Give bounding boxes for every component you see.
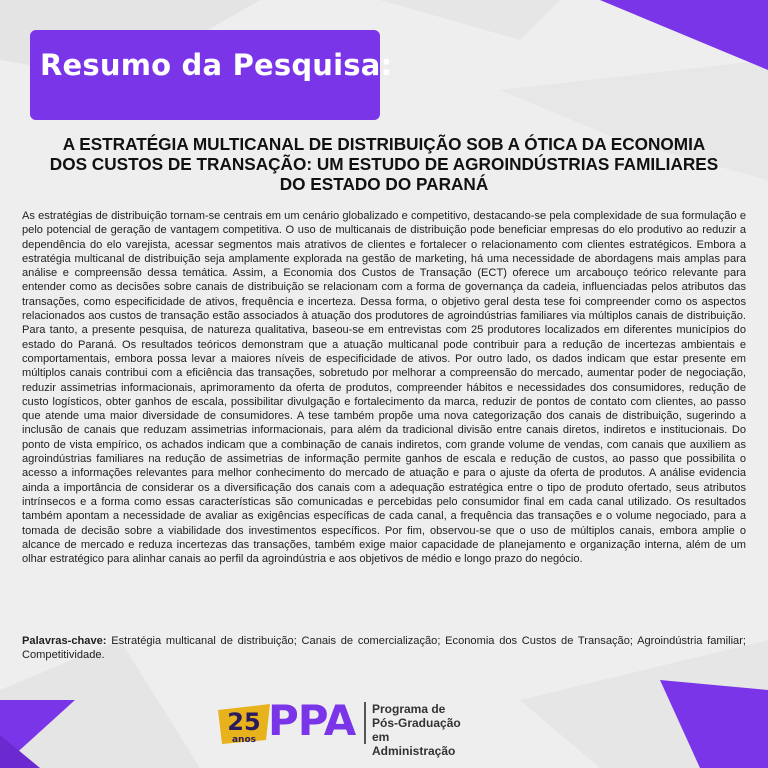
badge-word: anos	[231, 735, 257, 745]
keywords-label: Palavras-chave:	[22, 635, 107, 647]
paper-title-line: DOS CUSTOS DE TRANSAÇÃO: UM ESTUDO DE AGROINDÚSTRIAS FAMILIARES	[49, 154, 719, 174]
logo-line: Pós-Graduação em	[372, 716, 461, 744]
keywords	[22, 634, 746, 663]
abstract-text: As estratégias de distribuição tornam-se centrais em um cenário globalizado e competitivo, destacando-se pela complexidade de sua formulação e pelo potencial de geração de vantagem competitiva. O uso de multicanais de distribuição pode beneficiar empresas do elo produtivo ao reduzir a dependência do elo varejista, acessar segmentos mais atrativos de clientes e fortalecer o relacionamento com clientes estratégicos. Embora a estratégia multicanal de distribuição seja amplamente explorada na gestão de marketing, há uma necessidade de abordagens mais amplas para análise e compreensão dessa temática. Assim, a Economia dos Custos de Transação (ECT) oferece um arcabouço teórico relevante para entender como as decisões sobre canais de distribuição se relacionam com a forma de governança da cadeia, influenciadas pelos atributos das transações, como especificidade de ativos, frequência e incerteza. Dessa forma, o objetivo geral desta tese foi compreender como os aspectos relacionados aos custos de transação estão associados à atuação dos produtores de agroindústrias familiares via múltiplos canais de distribuição. Para tanto, a presente pesquisa, de natureza qualitativa, baseou-se em entrevistas com 25 produtores localizados em diferentes municípios do estado do Paraná. Os resultados teóricos demonstram que a atuação multicanal pode contribuir para a redução de incertezas ambientais e comportamentais, embora possa levar a maiores níveis de especificidade de ativos. Por outro lado, os dados indicam que estar presente em múltiplos canais contribui com a eficiência das transações, sobretudo por melhorar a compreensão do mercado, aumentar poder de negociação, reduzir assimetrias informacionais, aprimoramento da oferta de produtos, compreender hábitos e necessidades dos consumidores, redução de custo logísticos, obter ganhos de escala, possibilitar divulgação e fortalecimento da marca, reduzir de pontos de contato com clientes, ao passo que atende uma maior diversidade de consumidores. A tese também propõe uma nova categorização dos canais de distribuição, sugerindo a inclusão de canais que reduzam assimetrias informacionais, para além da tradicional divisão entre canais diretos, indiretos e institucionais. Do ponto de vista empírico, os achados indicam que a combinação de canais indiretos, com grande volume de vendas, com canais que auxiliem as agroindústrias familiares na redução de assimetrias de informação permite ganhos de escala e redução de custos, ao passo que possibilita o acesso a informações relevantes para melhor conhecimento do mercado de atuação e para o ajuste da oferta de produtos. A análise evidencia ainda a importância de considerar os a diversificação dos canais com a adequação estratégica entre o tipo de produto ofertado, seus atributos intrínsecos e a forma como essas características são comunicadas e percebidas pelo consumidor final em cada canal utilizado. Os resultados também apontam a necessidade de avaliar as exigências específicas de cada canal, a frequência das transações e o volume negociado, para a tomada de decisão sobre a viabilidade dos investimentos específicos. Por fim, observou-se que o uso de múltiplos canais, embora amplie o alcance de mercado e reduza incertezas das transações, também exige maior capacidade de planejamento e organização interna, além de um olhar estratégico para alinhar canais ao perfil da agroindústria e aos objetivos de médio e longo prazo do negócio.	[22, 210, 746, 566]
keywords-list: Estratégia multicanal de distribuição; Canais de comercialização; Economia dos Custos de Transação; Agroindústria familiar; Competitividade.	[22, 635, 746, 662]
badge-number: 25	[227, 708, 261, 736]
logo-line: Programa de	[372, 702, 446, 716]
logo-divider	[364, 702, 366, 744]
anniversary-badge-icon	[214, 702, 274, 748]
logo-program-name	[372, 702, 474, 758]
ppa-logo	[214, 696, 474, 758]
paper-title	[20, 134, 748, 194]
banner-title: Resumo da Pesquisa:	[40, 48, 393, 82]
paper-title-line: A ESTRATÉGIA MULTICANAL DE DISTRIBUIÇÃO SOB A ÓTICA DA ECONOMIA	[62, 134, 706, 154]
paper-title-line: DO ESTADO DO PARANÁ	[279, 174, 489, 194]
logo-acronym: PPA	[268, 696, 356, 745]
logo-line: Administração	[372, 744, 456, 758]
